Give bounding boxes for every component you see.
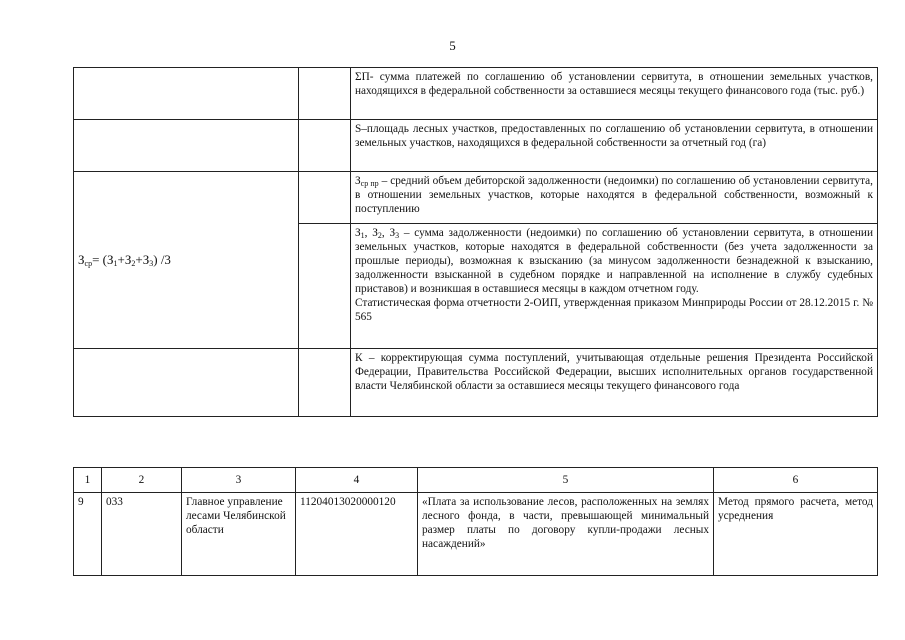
admin-code: 033	[102, 493, 182, 576]
source-cell-empty-2	[299, 120, 351, 172]
formula-cell-empty-2	[74, 120, 299, 172]
s-description: S–площадь лесных участков, предоставленных по соглашению об установлении сервитута, в отношении земельных участков, находящихся в федеральной собственности за отчетный год (га)	[351, 120, 878, 172]
zsr-description: $З_{ср пр}$ – средний объем дебиторской задолженности (недоимки) по соглашению об установлении сервитута, в отношении земельных участков, которые находятся в федеральной собственности, возможный к поступлению	[351, 172, 878, 224]
table-header-row	[74, 468, 878, 493]
header-cell: 3	[182, 468, 296, 493]
revenue-table	[73, 467, 878, 576]
zsr-formula: $З_{ср}= (З_1+З_2+З_3)$ /3	[74, 172, 299, 349]
k-description: К – корректирующая сумма поступлений, учитывающая отдельные решения Президента Российской Федерации, Правительства Российской Федерации, высших исполнительных органов государственной власти Челябинской области за оставшиеся месяцы текущего финансового года	[351, 349, 878, 417]
table-row	[74, 493, 878, 576]
header-cell: 6	[714, 468, 878, 493]
header-cell: 2	[102, 468, 182, 493]
formula-cell-empty-5	[74, 349, 299, 417]
source-cell-empty-3	[299, 172, 351, 224]
formula-cell-empty-1	[74, 68, 299, 120]
source-cell-empty-1	[299, 68, 351, 120]
source-cell-empty-4	[299, 224, 351, 349]
revenue-name: «Плата за использование лесов, расположенных на землях лесного фонда, в части, превышающей минимальный размер платы по договору купли-продажи лесных насаждений»	[418, 493, 714, 576]
row-number: 9	[74, 493, 102, 576]
z123-source: Статистическая форма отчетности 2-ОИП, утвержденная приказом Минприроды России от 28.12.2015 г. № 565	[355, 297, 873, 323]
z123-description: $З_1$, $З_2$, $З_3$ – сумма задолженности (недоимки) по соглашению об установлении сервитута, в отношении земельных участков, которые находятся в федеральной собственности (без учета задолженности за прошлые периоды), возможная к взысканию (за минусом задолженности безнадежной к взысканию, задолженности взысканной в судебном порядке и направленной на исполнение в службу судебных приставов) и возникшая в оставшиеся месяцы в каждом отчетном году. Статистическая форма отчетности 2-ОИП, утвержденная приказом Минприроды России от 28.12.2015 г. № 565	[351, 224, 878, 349]
formula-table	[73, 67, 878, 417]
page-number: 5	[449, 38, 456, 53]
header-cell: 5	[418, 468, 714, 493]
header-cell: 1	[74, 468, 102, 493]
admin-name: Главное управление лесами Челябинской области	[182, 493, 296, 576]
source-cell-empty-5	[299, 349, 351, 417]
kbk-code: 11204013020000120	[296, 493, 418, 576]
header-cell: 4	[296, 468, 418, 493]
sp-description: ΣП- сумма платежей по соглашению об установлении сервитута, в отношении земельных участков, находящихся в федеральной собственности за оставшиеся месяцы текущего финансового года (тыс. руб.)	[351, 68, 878, 120]
calc-method: Метод прямого расчета, метод усреднения	[714, 493, 878, 576]
